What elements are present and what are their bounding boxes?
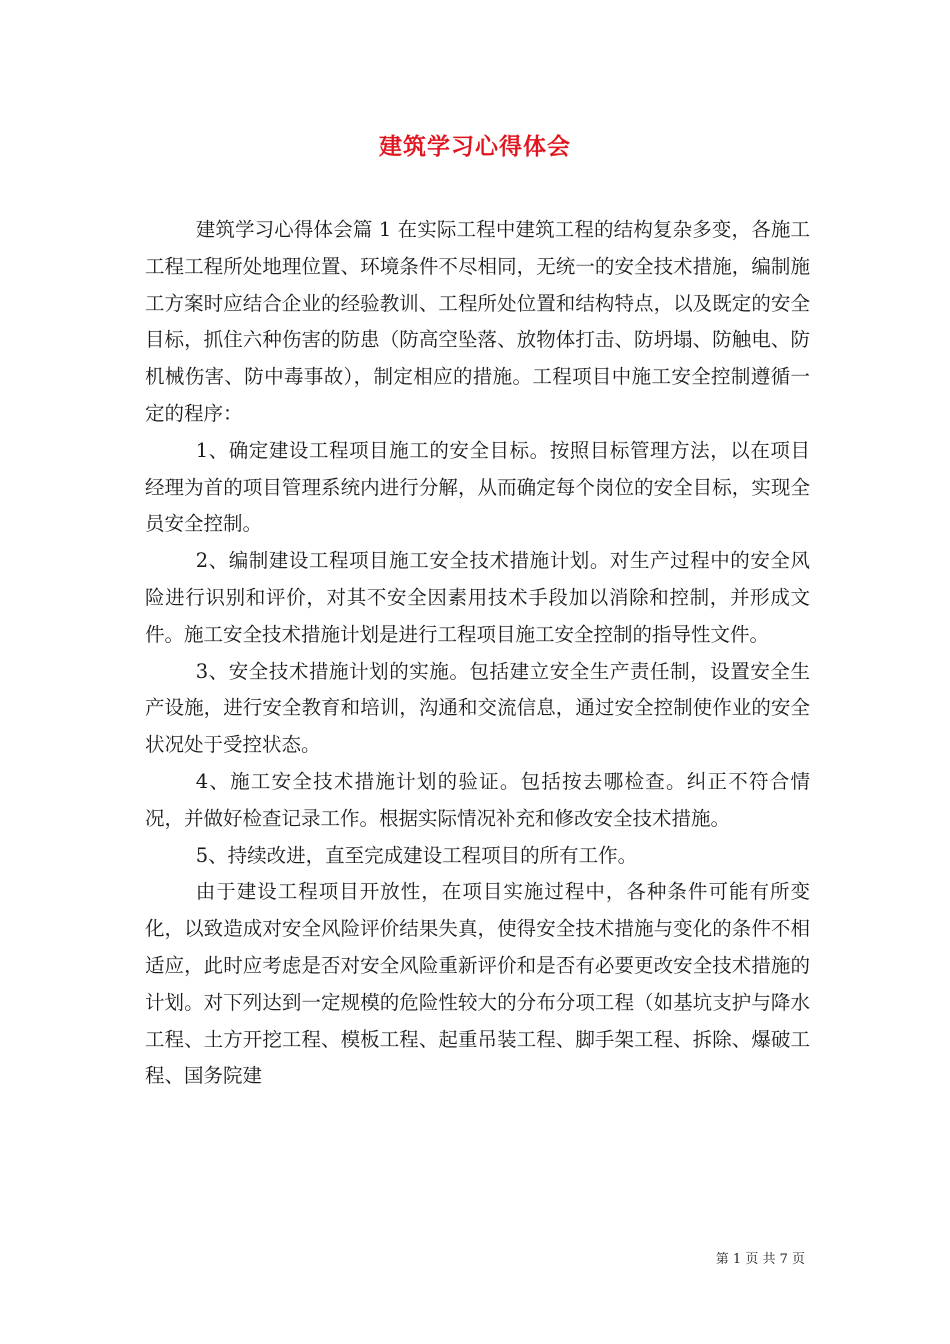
paragraph-step-5: 5、持续改进，直至完成建设工程项目的所有工作。 (195, 843, 638, 867)
paragraph-step-3: 3、安全技术措施计划的实施。包括建立安全生产责任制，设置安全生产设施，进行安全教育和培训，沟通和交流信息，通过安全控制使作业的安全状况处于受控状态。 (145, 659, 810, 757)
paragraph-step-4: 4、施工安全技术措施计划的验证。包括按去哪检查。纠正不符合情况，并做好检查记录工作。根据实际情况补充和修改安全技术措施。 (145, 769, 810, 830)
paragraph-continuation: 由于建设工程项目开放性，在项目实施过程中，各种条件可能有所变化，以致造成对安全风险评价结果失真，使得安全技术措施与变化的条件不相适应，此时应考虑是否对安全风险重新评价和是否有必要更改安全技术措施的计划。对下列达到一定规模的危险性较大的分布分项工程（如基坑支护与降水工程、土方开挖工程、模板工程、起重吊装工程、脚手架工程、拆除、爆破工程、国务院建 (145, 880, 810, 1088)
document-title: 建筑学习心得体会 (379, 133, 571, 160)
paragraph-intro: 建筑学习心得体会篇 1 在实际工程中建筑工程的结构复杂多变，各施工工程工程所处地理位置、环境条件不尽相同，无统一的安全技术措施，编制施工方案时应结合企业的经验教训、工程所处位置和结构特点，以及既定的安全目标，抓住六种伤害的防患（防高空坠落、放物体打击、防坍塌、防触电、防机械伤害、防中毒事故），制定相应的措施。工程项目中施工安全控制遵循一定的程序： (145, 218, 810, 425)
paragraph-step-2: 2、编制建设工程项目施工安全技术措施计划。对生产过程中的安全风险进行识别和评价，对其不安全因素用技术手段加以消除和控制，并形成文件。施工安全技术措施计划是进行工程项目施工安全控制的指导性文件。 (145, 549, 810, 646)
page-number: 第 1 页 共 7 页 (715, 1252, 805, 1267)
document-body (145, 212, 810, 1095)
paragraph-step-1: 1、确定建设工程项目施工的安全目标。按照目标管理方法，以在项目经理为首的项目管理系统内进行分解，从而确定每个岗位的安全目标，实现全员安全控制。 (145, 438, 810, 536)
